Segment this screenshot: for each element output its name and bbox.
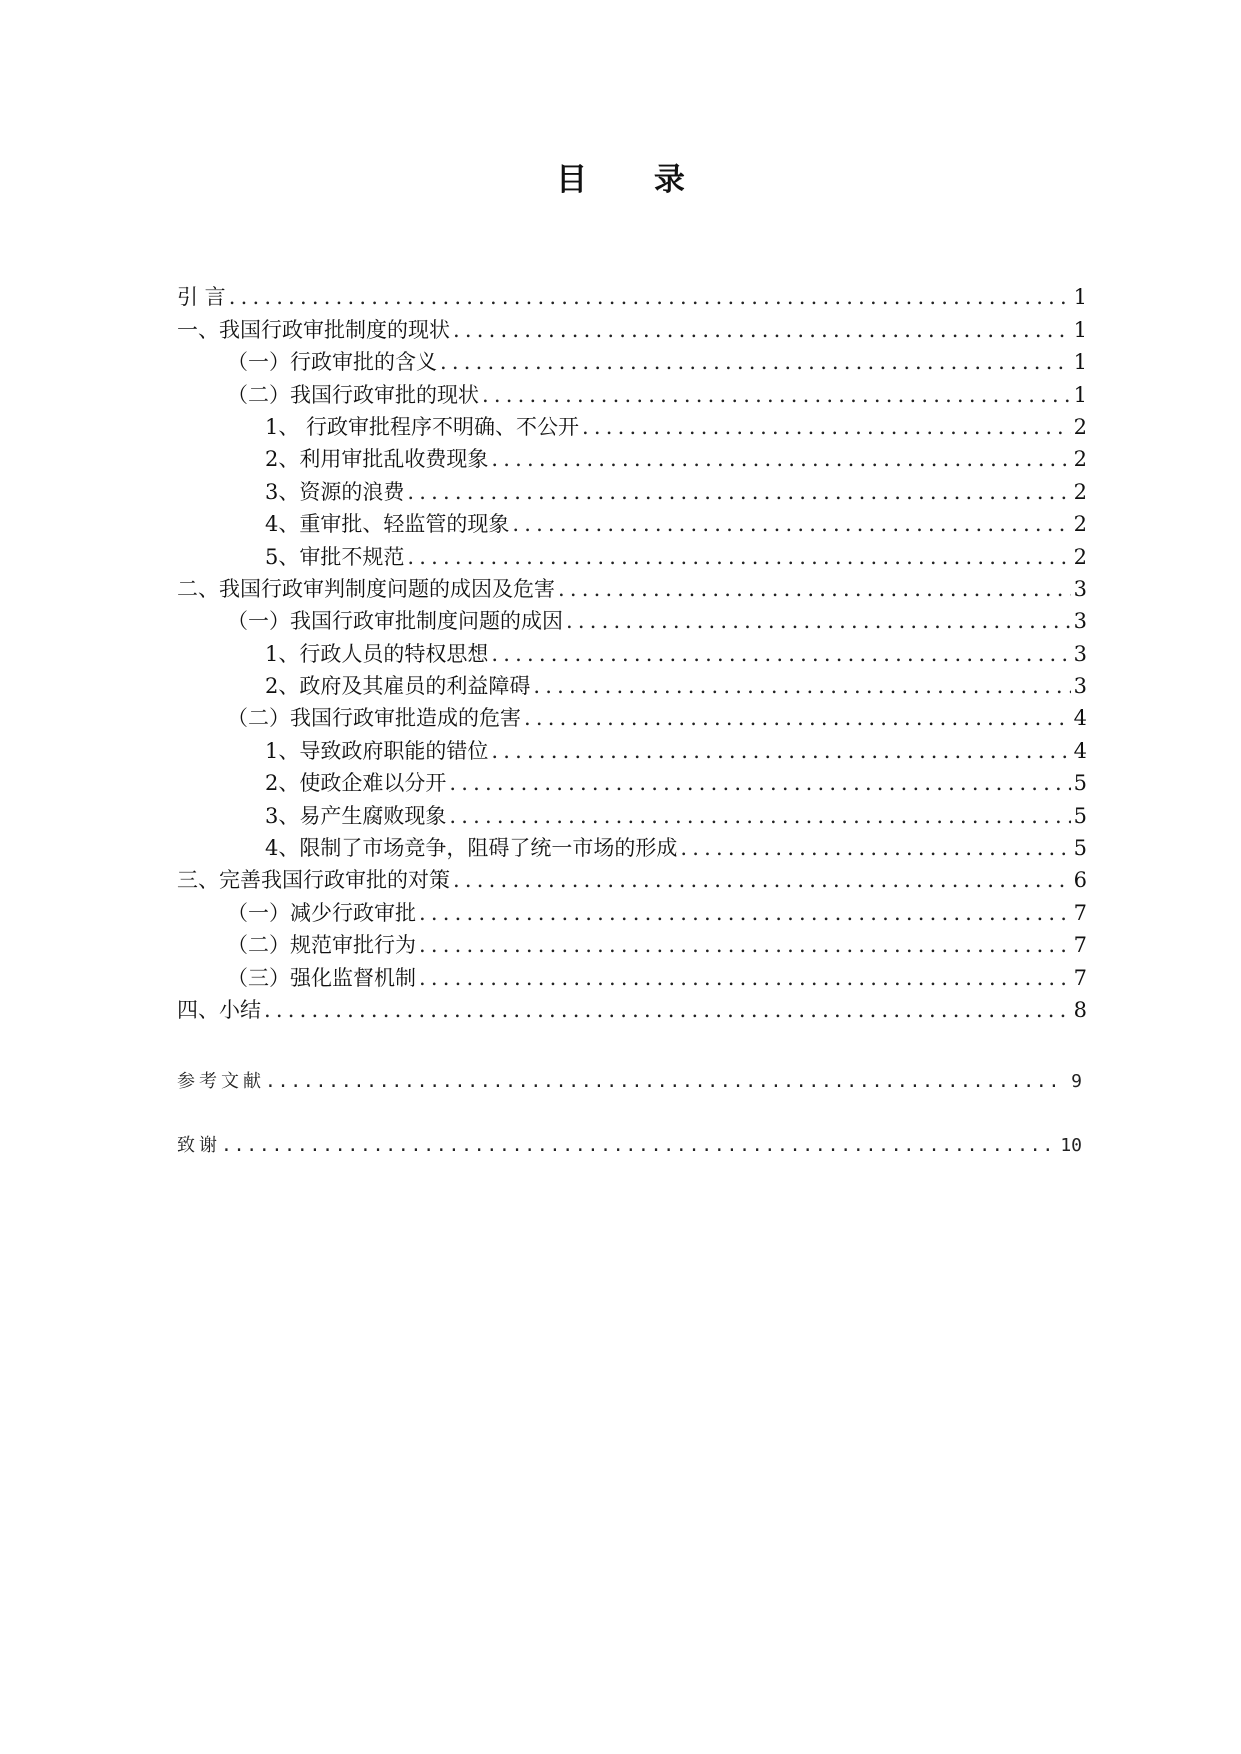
toc-page-number: 10: [1060, 1135, 1082, 1156]
toc-entry-title: 二、我国行政审判制度问题的成因及危害: [177, 576, 555, 601]
toc-page-number: 7: [1073, 965, 1087, 990]
toc-page-number: 4: [1073, 738, 1087, 763]
toc-page-number: 2: [1073, 544, 1087, 569]
toc-entry-section-3-3[interactable]: [177, 959, 1087, 991]
dot-leader: [579, 413, 1071, 441]
toc-entry-item-1-2-3[interactable]: [177, 473, 1087, 505]
dot-leader: [488, 640, 1071, 668]
toc-entry-item-2-2-1[interactable]: [177, 732, 1087, 764]
dot-leader: [221, 1134, 1056, 1158]
toc-entry-title: （二）规范审批行为: [227, 933, 416, 958]
toc-entry-title: 1、导致政府职能的错位: [265, 738, 489, 763]
dot-leader: [261, 996, 1071, 1024]
dot-leader: [530, 672, 1071, 700]
toc-entry-section-3-2[interactable]: [177, 927, 1087, 959]
dot-leader: [404, 543, 1071, 571]
toc-page-number: 9: [1071, 1071, 1082, 1092]
toc-entry-title: 三、完善我国行政审批的对策: [177, 868, 450, 893]
toc-entry-section-3-1[interactable]: [177, 894, 1087, 926]
toc-entry-title: 4、重审批、轻监管的现象: [265, 512, 510, 537]
dot-leader: [416, 931, 1071, 959]
toc-entry-title: （三）强化监督机制: [227, 965, 416, 990]
toc-page-number: 5: [1073, 771, 1087, 796]
toc-entry-section-2-1[interactable]: [177, 603, 1087, 635]
toc-entry-item-1-2-1[interactable]: [177, 409, 1087, 441]
dot-leader: [226, 283, 1071, 311]
toc-entry-title: 引 言: [177, 285, 226, 310]
toc-entry-title: （一）我国行政审批制度问题的成因: [227, 609, 563, 634]
dot-leader: [521, 704, 1071, 732]
dot-leader: [677, 834, 1071, 862]
dot-leader: [450, 316, 1071, 344]
toc-entry-references[interactable]: [177, 1070, 1082, 1094]
toc-entry-section-2-2[interactable]: [177, 700, 1087, 732]
toc-entry-title: 4、限制了市场竞争，阻碍了统一市场的形成: [265, 836, 678, 861]
toc-entry-chapter-3[interactable]: [177, 862, 1087, 894]
toc-page-number: 3: [1073, 674, 1087, 699]
toc-page-number: 3: [1073, 576, 1087, 601]
toc-entry-chapter-2[interactable]: [177, 571, 1087, 603]
toc-entry-title: 四、小结: [177, 997, 261, 1022]
dot-leader: [563, 607, 1071, 635]
toc-entry-title: （二）我国行政审批的现状: [227, 382, 479, 407]
toc-entry-item-1-2-2[interactable]: [177, 441, 1087, 473]
toc-page-number: 8: [1073, 997, 1087, 1022]
dot-leader: [479, 381, 1071, 409]
toc-page-number: 4: [1073, 706, 1087, 731]
toc-page-number: 3: [1073, 641, 1087, 666]
toc-entry-introduction[interactable]: [177, 279, 1087, 311]
dot-leader: [555, 575, 1071, 603]
toc-entry-chapter-1[interactable]: [177, 311, 1087, 343]
toc-page-number: 5: [1073, 836, 1087, 861]
toc-entry-title: （二）我国行政审批造成的危害: [227, 706, 521, 731]
toc-entry-item-2-2-3[interactable]: [177, 797, 1087, 829]
dot-leader: [416, 964, 1071, 992]
toc-entry-title: 2、使政企难以分开: [265, 771, 447, 796]
toc-entry-item-2-1-1[interactable]: [177, 635, 1087, 667]
toc-entry-item-1-2-5[interactable]: [177, 538, 1087, 570]
table-of-contents: [177, 279, 1087, 1024]
dot-leader: [416, 899, 1071, 927]
toc-page-number: 2: [1073, 447, 1087, 472]
dot-leader: [404, 478, 1071, 506]
toc-page-number: 5: [1073, 803, 1087, 828]
toc-entry-title: 2、政府及其雇员的利益障碍: [265, 674, 531, 699]
toc-entry-chapter-4[interactable]: [177, 992, 1087, 1024]
toc-page-number: 7: [1073, 900, 1087, 925]
dot-leader: [509, 510, 1071, 538]
toc-entry-title: 致谢: [177, 1135, 221, 1156]
toc-page-number: 1: [1073, 382, 1087, 407]
toc-entry-item-2-2-4[interactable]: [177, 830, 1087, 862]
toc-entry-item-2-1-2[interactable]: [177, 668, 1087, 700]
toc-entry-title: 1、 行政审批程序不明确、不公开: [265, 414, 580, 439]
dot-leader: [488, 445, 1071, 473]
toc-entry-acknowledgements[interactable]: [177, 1134, 1082, 1158]
toc-entry-title: 3、资源的浪费: [265, 479, 405, 504]
toc-entry-title: （一）减少行政审批: [227, 900, 416, 925]
toc-page-number: 1: [1073, 285, 1087, 310]
toc-entry-title: 5、审批不规范: [265, 544, 405, 569]
toc-page-number: 1: [1073, 317, 1087, 342]
dot-leader: [446, 802, 1071, 830]
dot-leader: [265, 1070, 1064, 1094]
toc-page-number: 3: [1073, 609, 1087, 634]
toc-page-number: 2: [1073, 414, 1087, 439]
toc-entry-section-1-1[interactable]: [177, 344, 1087, 376]
toc-entry-title: 参考文献: [177, 1071, 265, 1092]
dot-leader: [450, 866, 1071, 894]
toc-page-number: 2: [1073, 512, 1087, 537]
toc-entry-title: 3、易产生腐败现象: [265, 803, 447, 828]
toc-entry-item-2-2-2[interactable]: [177, 765, 1087, 797]
toc-entry-section-1-2[interactable]: [177, 376, 1087, 408]
toc-page-number: 2: [1073, 479, 1087, 504]
toc-entry-title: 1、行政人员的特权思想: [265, 641, 489, 666]
toc-page-number: 6: [1073, 868, 1087, 893]
toc-page-number: 7: [1073, 933, 1087, 958]
toc-entry-title: （一）行政审批的含义: [227, 350, 437, 375]
dot-leader: [488, 737, 1071, 765]
page-title: 目 录: [556, 162, 713, 198]
dot-leader: [446, 769, 1071, 797]
toc-entry-item-1-2-4[interactable]: [177, 506, 1087, 538]
toc-entry-title: 2、利用审批乱收费现象: [265, 447, 489, 472]
dot-leader: [437, 348, 1071, 376]
toc-entry-title: 一、我国行政审批制度的现状: [177, 317, 450, 342]
toc-page-number: 1: [1073, 350, 1087, 375]
